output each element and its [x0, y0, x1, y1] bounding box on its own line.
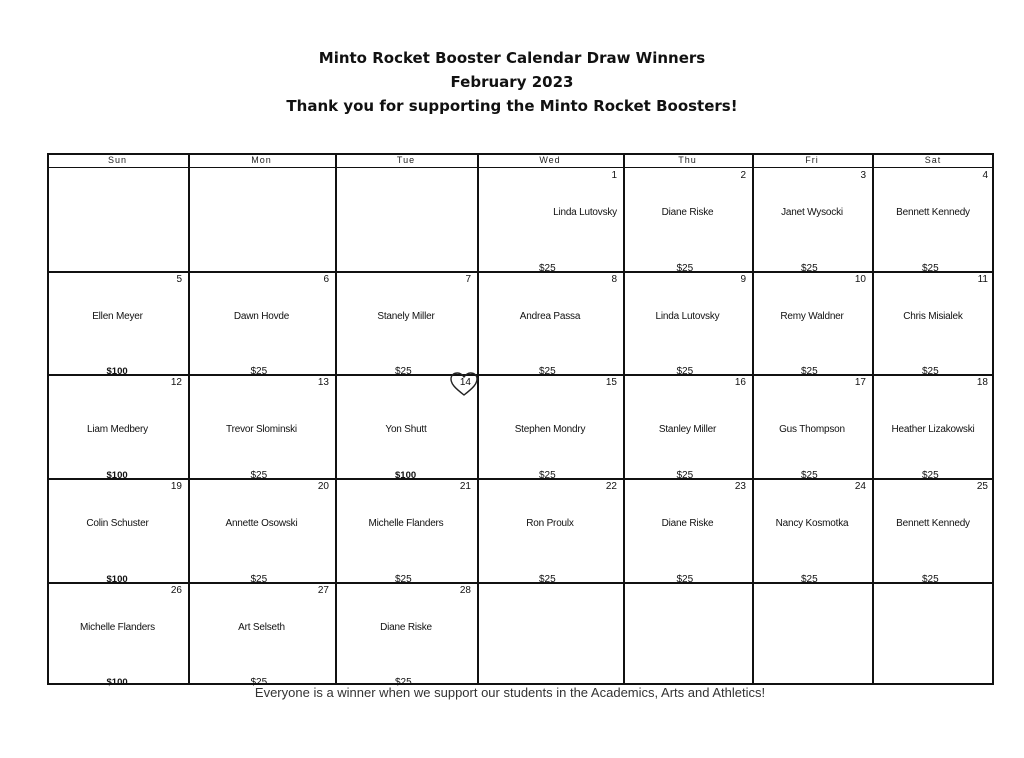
prize-amount: $25: [922, 263, 939, 274]
prize-amount: $25: [676, 470, 694, 481]
prize-amount: $25: [250, 470, 268, 481]
prize-amount: $25: [801, 574, 818, 585]
winner-name: Ron Proulx: [526, 518, 574, 529]
prize-amount: $25: [922, 366, 939, 377]
day-cell: [872, 374, 994, 481]
day-number: 22: [605, 481, 617, 492]
day-number: 8: [611, 274, 617, 285]
prize-amount: $100: [106, 470, 128, 481]
day-cell: [47, 582, 188, 688]
day-cell: [188, 271, 335, 377]
prize-amount: $25: [539, 574, 556, 585]
prize-amount: $25: [250, 366, 268, 377]
day-number: 3: [860, 170, 866, 181]
day-cell: [872, 271, 994, 377]
day-number: 28: [459, 585, 471, 596]
day-cell: [623, 374, 752, 481]
day-number: 20: [317, 481, 329, 492]
day-number: 25: [976, 481, 988, 492]
weekday-header: Tue: [396, 155, 416, 165]
day-cell: [872, 167, 994, 274]
day-cell: [188, 582, 335, 688]
prize-amount: $25: [801, 263, 818, 274]
winner-name: Gus Thompson: [779, 424, 845, 435]
day-cell: [477, 271, 623, 377]
day-number: 17: [854, 377, 866, 388]
winner-name: Liam Medbery: [87, 424, 148, 435]
prize-amount: $25: [676, 574, 694, 585]
prize-amount: $25: [676, 366, 694, 377]
weekday-header: Wed: [539, 155, 561, 165]
day-cell: [47, 374, 188, 481]
day-number: 6: [323, 274, 329, 285]
winner-name: Trevor Slominski: [226, 424, 297, 435]
day-cell: [752, 271, 872, 377]
day-number: 18: [976, 377, 988, 388]
day-number: 26: [170, 585, 182, 596]
day-cell: [188, 374, 335, 481]
prize-amount: $25: [539, 366, 556, 377]
day-cell: [623, 478, 752, 585]
thanks-title: Thank you for supporting the Minto Rocket Boosters!: [286, 97, 738, 115]
day-cell: [477, 167, 623, 274]
winner-name: Dawn Hovde: [233, 311, 290, 322]
prize-amount: $100: [106, 677, 128, 688]
winner-name: Nancy Kosmotka: [775, 518, 849, 529]
prize-amount: $25: [801, 470, 818, 481]
winner-name: Colin Schuster: [86, 518, 149, 529]
winner-name: Linda Lutovsky: [655, 311, 720, 322]
day-number: 15: [605, 377, 617, 388]
day-number: 7: [465, 274, 471, 285]
day-cell: [752, 374, 872, 481]
day-cell: [623, 167, 752, 274]
winner-name: Bennett Kennedy: [896, 518, 970, 529]
day-number: 9: [740, 274, 746, 285]
day-number: 27: [317, 585, 329, 596]
winner-name: Janet Wysocki: [781, 207, 843, 218]
winner-name: Stephen Mondry: [514, 424, 586, 435]
day-number: 11: [977, 274, 988, 285]
winner-name: Diane Riske: [380, 622, 432, 633]
prize-amount: $25: [395, 366, 412, 377]
footer-text: Everyone is a winner when we support our students in the Academics, Arts and Athletics!: [254, 685, 766, 700]
winner-name: Michelle Flanders: [80, 622, 155, 633]
prize-amount: $100: [106, 574, 128, 585]
day-number: 2: [740, 170, 746, 181]
prize-amount: $25: [676, 263, 694, 274]
winner-name: Yon Shutt: [385, 424, 427, 435]
weekday-header: Sun: [107, 155, 127, 165]
day-number: 1: [611, 170, 617, 181]
winner-name: Bennett Kennedy: [896, 207, 970, 218]
winner-name: Remy Waldner: [780, 311, 844, 322]
day-cell: [623, 271, 752, 377]
weekday-header: Thu: [678, 155, 697, 165]
day-cell: [477, 374, 623, 481]
day-cell: [752, 478, 872, 585]
winner-name: Andrea Passa: [519, 311, 581, 322]
winner-name: Michelle Flanders: [368, 518, 444, 529]
calendar-grid: [47, 153, 994, 688]
day-number: 5: [176, 274, 182, 285]
day-number: 13: [317, 377, 329, 388]
prize-amount: $25: [922, 470, 939, 481]
weekday-header: Sat: [924, 155, 942, 165]
prize-amount: $25: [801, 366, 818, 377]
day-number: 21: [459, 481, 471, 492]
winner-name: Linda Lutovsky: [553, 207, 617, 218]
page-title: Minto Rocket Booster Calendar Draw Winners: [318, 49, 706, 67]
day-number: 4: [982, 170, 988, 181]
day-cell: [335, 478, 477, 585]
day-cell: [47, 271, 188, 377]
day-cell: [752, 167, 872, 274]
month-title: February 2023: [450, 73, 574, 91]
winner-name: Stanely Miller: [377, 311, 435, 322]
winner-name: Chris Misialek: [903, 311, 963, 322]
winner-name: Art Selseth: [238, 622, 285, 633]
day-number: 19: [170, 481, 182, 492]
prize-amount: $25: [539, 263, 556, 274]
day-number: 24: [854, 481, 866, 492]
winner-name: Annette Osowski: [225, 518, 298, 529]
prize-amount: $25: [250, 574, 268, 585]
prize-amount: $25: [922, 574, 939, 585]
day-number: 14: [459, 377, 471, 388]
prize-amount: $100: [395, 470, 417, 481]
day-number: 12: [170, 377, 182, 388]
weekday-header: Fri: [805, 155, 819, 165]
day-cell: [188, 478, 335, 585]
day-cell: [872, 478, 994, 585]
winner-name: Stanley Miller: [658, 424, 717, 435]
day-cell: [335, 374, 477, 481]
weekday-header: Mon: [251, 155, 272, 165]
winner-name: Diane Riske: [661, 518, 714, 529]
prize-amount: $25: [395, 677, 412, 688]
winner-name: Ellen Meyer: [92, 311, 143, 322]
day-number: 16: [734, 377, 746, 388]
prize-amount: $100: [106, 366, 128, 377]
day-cell: [335, 582, 477, 688]
day-number: 10: [854, 274, 866, 285]
day-cell: [335, 271, 477, 377]
prize-amount: $25: [539, 470, 556, 481]
day-cell: [477, 478, 623, 585]
prize-amount: $25: [250, 677, 268, 688]
day-number: 23: [734, 481, 746, 492]
prize-amount: $25: [395, 574, 412, 585]
winner-name: Heather Lizakowski: [891, 424, 975, 435]
day-cell: [47, 478, 188, 585]
winner-name: Diane Riske: [661, 207, 714, 218]
